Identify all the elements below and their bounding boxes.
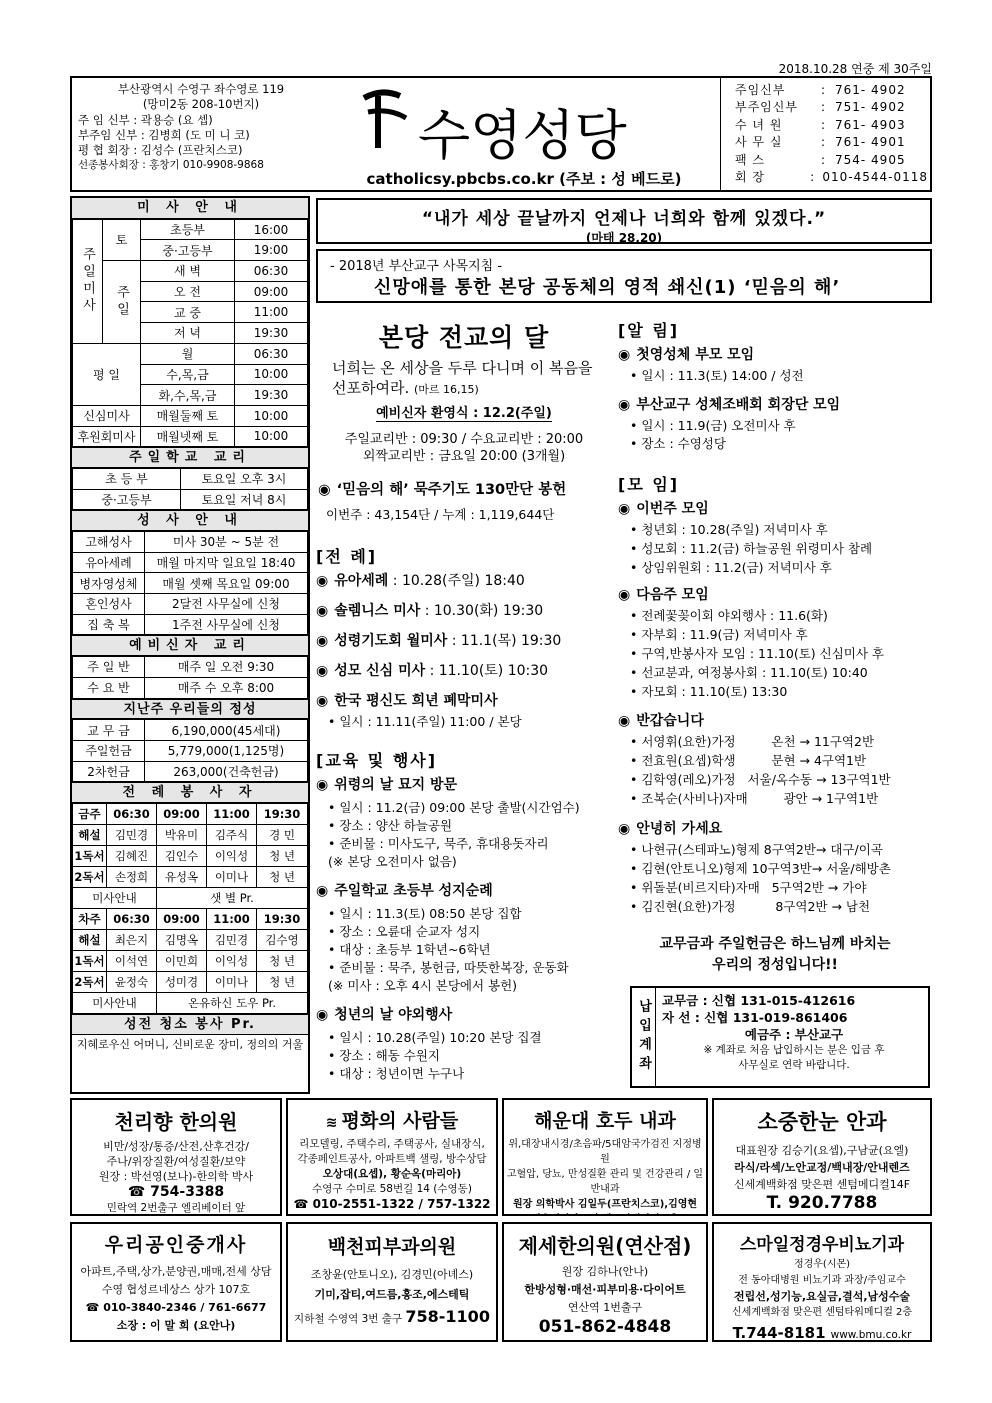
mission-verse-ref: (마르 16,15) xyxy=(414,383,479,396)
server-name: 윤정숙 xyxy=(107,971,157,992)
farewell-item: • 위돌분(비르지타)자매 5구역2반 → 가야 xyxy=(630,880,867,895)
sacrament-info: 매월 셋째 목요일 09:00 xyxy=(145,573,308,594)
server-name: 김민경 xyxy=(207,929,257,950)
ad-footer-row xyxy=(714,1323,930,1342)
welcome-item: • 김학영(레오)가정 서울/옥수동 → 13구역1반 xyxy=(630,772,891,787)
bullet-icon: ◉ xyxy=(318,482,331,498)
class-name: 중·고등부 xyxy=(73,489,181,510)
class-name: 초 등 부 xyxy=(73,468,181,489)
ad-footer-row: 지하철 수영역 3번 출구 758-1100 xyxy=(294,1307,490,1326)
address-line: (망미2동 208-10번지) xyxy=(142,97,260,112)
class-schedule-line: 주일교리반 : 09:30 / 수요교리반 : 20:00 xyxy=(344,432,584,447)
ad-title: ≋ 평화의 사람들 xyxy=(325,1110,459,1132)
server-name: 이민희 xyxy=(157,950,207,971)
rosary-title: ‘믿음의 해’ 묵주기도 130만단 봉헌 xyxy=(336,482,567,498)
notice-title: ◉ 첫영성체 부모 모임 xyxy=(618,347,755,363)
mass-schedule-title: 미 사 안 내 xyxy=(72,198,308,219)
ad-eye-clinic xyxy=(712,1098,932,1216)
server-name: 김혜진 xyxy=(107,845,157,866)
offering-message xyxy=(618,934,932,976)
mass-time: 11:00 xyxy=(235,302,308,323)
mass-name: 중·고등부 xyxy=(141,240,235,261)
ad-title: 해운대 호두 내과 xyxy=(534,1110,676,1132)
notice-detail: • 일시 : 11.3(토) 14:00 / 성전 xyxy=(630,368,804,383)
ad-body: 대표원장 김승기(요셉),구남균(요엘) 라식/라섹/노안교정/백내장/안내렌즈 신세계백화점 맞은편 센텀메디컬14F xyxy=(733,1144,911,1191)
account-line: 자 선 : 신협 131-019-861406 xyxy=(662,1010,848,1025)
wave-logo-icon: ≋ xyxy=(325,1115,338,1131)
time-header: 19:30 xyxy=(257,908,308,929)
server-name: 최은지 xyxy=(107,929,157,950)
mass-day: 매월둘째 토 xyxy=(141,405,235,426)
bullet-icon: ◉ xyxy=(316,633,329,649)
account-line: 교무금 : 신협 131-015-412616 xyxy=(662,993,856,1008)
slogan-heading: - 2018년 부산교구 사목지침 - xyxy=(330,259,503,274)
phone-directory xyxy=(720,78,932,190)
offering-name: 교 무 금 xyxy=(73,720,145,741)
liturgy-item: ◉ 한국 평신도 희년 폐막미사 xyxy=(316,693,498,709)
server-name: 김주식 xyxy=(207,824,257,845)
event-detail: • 장소 : 오륜대 순교자 성지 xyxy=(328,924,481,939)
account-holder: 예금주 : 부산교구 xyxy=(744,1027,844,1042)
welcome-title: ◉ 반갑습니다 xyxy=(618,713,704,729)
mass-time: 16:00 xyxy=(235,219,308,240)
event-title: ◉ 주일학교 초등부 성지순례 xyxy=(316,883,493,899)
meeting-item: • 상임위원회 : 11.2(금) 저녁미사 후 xyxy=(630,560,832,575)
class-time: 매주 일 오전 9:30 xyxy=(145,657,308,678)
week-label: 차주 xyxy=(73,908,107,929)
mission-month-title: 본당 전교의 달 xyxy=(378,323,550,352)
ad-internal-medicine xyxy=(502,1098,708,1216)
mass-name: 새 벽 xyxy=(141,261,235,282)
meeting-group-title: ◉ 이번주 모임 xyxy=(618,501,709,517)
bullet-icon: ◉ xyxy=(316,573,329,589)
server-name: 이미나 xyxy=(207,866,257,887)
mass-name: 교 중 xyxy=(141,302,235,323)
server-name: 이익성 xyxy=(207,950,257,971)
offering-amount: 5,779,000(1,125명) xyxy=(145,740,308,761)
bullet-icon: ◉ xyxy=(316,1007,329,1023)
mass-name: 월 xyxy=(141,343,235,364)
theme-reference: (마태 28,20) xyxy=(585,231,663,245)
announcements-column xyxy=(316,308,612,1094)
sacrament-table xyxy=(72,531,308,635)
catechumen-ceremony-text: 예비신자 환영식 : 12.2(주일) xyxy=(376,406,552,421)
mission-verse xyxy=(332,358,608,400)
mass-time: 10:00 xyxy=(235,364,308,385)
guide-value: 온유하신 도우 Pr. xyxy=(157,992,308,1013)
guide-label: 미사안내 xyxy=(73,887,157,908)
catechumen-ceremony xyxy=(316,402,612,421)
sacrament-info: 미사 30분 ~ 5분 전 xyxy=(145,532,308,553)
sacrament-info: 1주전 사무실에 신청 xyxy=(145,614,308,635)
ad-title: 천리향 한의원 xyxy=(114,1110,238,1134)
time-header: 09:00 xyxy=(157,908,207,929)
role-label: 1독서 xyxy=(73,950,107,971)
funeral-service-line: 선종봉사회장 : 홍창기 010-9908-9868 xyxy=(78,159,264,172)
pastor-line: 주 임 신부 : 곽용승 (요 셉) xyxy=(78,112,213,127)
mass-time: 10:00 xyxy=(235,426,308,447)
mass-name: 오 전 xyxy=(141,281,235,302)
farewell-item: • 김진현(요한)가정 8구역2반 → 남천 xyxy=(630,899,871,914)
sacrament-name: 유아세례 xyxy=(73,552,145,573)
meeting-item: • 청년회 : 10.28(주일) 저녁미사 후 xyxy=(630,522,828,537)
server-name: 성미경 xyxy=(157,971,207,992)
liturgy-item: ◉ 유아세례 : 10.28(주일) 18:40 xyxy=(316,573,525,589)
sacrament-name: 혼인성사 xyxy=(73,594,145,615)
server-name: 유성옥 xyxy=(157,866,207,887)
notices-column xyxy=(618,308,932,1094)
time-header: 06:30 xyxy=(107,908,157,929)
server-name: 김민경 xyxy=(107,824,157,845)
ad-body: 조창윤(안토니오), 김경민(아녜스) 기미,잡티,여드름,홍조,에스테틱 xyxy=(310,1268,474,1301)
phone-row: 수 녀 원 : 761- 4903 xyxy=(735,117,906,132)
liturgy-item: ◉ 성모 신심 미사 : 11.10(토) 10:30 xyxy=(316,663,549,679)
offering-amount: 6,190,000(45세대) xyxy=(145,720,308,741)
ad-dermatology xyxy=(286,1222,498,1342)
mass-name: 화,수,목,금 xyxy=(141,385,235,406)
sacrament-title: 성 사 안 내 xyxy=(72,510,308,531)
mass-time: 19:00 xyxy=(235,240,308,261)
role-label: 해설 xyxy=(73,929,107,950)
server-name: 김수영 xyxy=(257,929,308,950)
offering-title: 지난주 우리들의 정성 xyxy=(72,699,308,720)
liturgy-item: ◉ 솔렘니스 미사 : 10.30(화) 19:30 xyxy=(316,603,544,619)
event-detail: • 장소 : 해동 수원지 xyxy=(328,1048,441,1063)
rosary-campaign xyxy=(318,478,612,523)
event-detail: (※ 본당 오전미사 없음) xyxy=(328,854,457,869)
offering-message-line: 우리의 정성입니다!! xyxy=(712,957,838,973)
event-detail: (※ 미사 : 오후 4시 본당에서 봉헌) xyxy=(328,978,518,993)
server-name: 박유미 xyxy=(157,824,207,845)
event-detail: • 대상 : 청년이면 누구나 xyxy=(328,1066,465,1081)
mass-name: 수,목,금 xyxy=(141,364,235,385)
ad-phone: ☎ 010-2551-1322 / 757-1322 xyxy=(293,1197,491,1211)
bullet-icon: ◉ xyxy=(618,821,631,837)
phone-row: 팩 스 : 754- 4905 xyxy=(735,152,906,167)
mass-name: 후원회미사 xyxy=(73,426,141,447)
meeting-item: • 성모회 : 11.2(금) 하늘공원 위령미사 참례 xyxy=(630,541,873,556)
ad-body: 리모델링, 주택수리, 주택공사, 실내장식, 각종페인트공사, 아파트백 샐링, 방수상담 오상대(요셉), 황순옥(마리아) 수영구 수미로 58번길 14 (수영동) xyxy=(297,1138,487,1195)
offering-name: 2차헌금 xyxy=(73,761,145,782)
cleaning-title: 성전 청소 봉사 Pr. xyxy=(72,1014,308,1035)
ad-phone: T. 920.7788 xyxy=(766,1193,878,1213)
mass-time: 09:00 xyxy=(235,281,308,302)
bullet-icon: ◉ xyxy=(316,663,329,679)
farewell-title: ◉ 안녕히 가세요 xyxy=(618,821,723,837)
offering-amount: 263,000(건축헌금) xyxy=(145,761,308,782)
weekday-label: 평 일 xyxy=(73,343,141,405)
mission-verse-text: 너희는 온 세상을 두루 다니며 이 복음을 선포하여라. xyxy=(332,359,593,397)
notice-detail: • 일시 : 11.9(금) 오전미사 후 xyxy=(630,418,796,433)
servers-this-week-table xyxy=(72,803,308,1014)
ad-title: 백천피부과의원 xyxy=(327,1236,457,1258)
sacrament-name: 집 축 복 xyxy=(73,614,145,635)
mass-time: 10:00 xyxy=(235,405,308,426)
ad-remodeling xyxy=(286,1098,498,1216)
time-header: 19:30 xyxy=(257,803,308,824)
class-name: 주 일 반 xyxy=(73,657,145,678)
ad-body: 아파트,주택,상가,분양권,매매,전세 상담 수영 협성르네상스 상가 107호 ☎ 010-3840-2346 / 761-6677 소장 : 이 말 희 (요안나) xyxy=(80,1265,272,1332)
time-header: 06:30 xyxy=(107,803,157,824)
role-label: 1독서 xyxy=(73,845,107,866)
meeting-item: • 선교분과, 여정봉사회 : 11.10(토) 10:40 xyxy=(630,665,868,680)
liturgy-detail: • 일시 : 11.11(주일) 11:00 / 본당 xyxy=(328,714,522,729)
welcome-item: • 전효원(요셉)학생 문현 → 4구역1반 xyxy=(630,753,867,768)
issue-date: 2018.10.28 연중 제 30주일 xyxy=(778,62,932,76)
ad-phone: 051-862-4848 xyxy=(538,1317,672,1337)
ad-title: 스마일정경우비뇨기과 xyxy=(739,1235,905,1255)
sacrament-name: 고해성사 xyxy=(73,532,145,553)
sacrament-info: 매월 마지막 일요일 18:40 xyxy=(145,552,308,573)
cleaning-groups: 지혜로우신 어머니, 신비로운 장미, 정의의 거울 xyxy=(76,1037,304,1051)
class-schedule-line: 외짝교리반 : 금요일 20:00 (3개월) xyxy=(362,449,566,464)
servers-title: 전 례 봉 사 자 xyxy=(72,782,308,803)
ad-body: 위,대장내시경/초음파/5대암국가검진 지정병원 고혈압, 당뇨, 만성질환 관리 및 건강관리 / 일반내과 원장 의학박사 김일두(프란치스코),김영현 xyxy=(506,1139,704,1210)
welcome-item: • 조복순(사비나)자매 광안 → 1구역1반 xyxy=(630,791,879,806)
bullet-icon: ◉ xyxy=(618,501,631,517)
account-tag: 납입계좌 xyxy=(632,988,656,1086)
event-detail: • 일시 : 11.3(토) 08:50 본당 집합 xyxy=(328,906,522,921)
class-time: 토요일 오후 3시 xyxy=(181,468,308,489)
class-time: 토요일 저녁 8시 xyxy=(181,489,308,510)
server-name: 청 년 xyxy=(257,866,308,887)
week-label: 금주 xyxy=(73,803,107,824)
catechumen-title: 예비신자 교리 xyxy=(72,635,308,656)
parish-address-block xyxy=(72,78,330,190)
bullet-icon: ◉ xyxy=(618,587,631,603)
mass-name: 신심미사 xyxy=(73,405,141,426)
offering-message-line: 교무금과 주일헌금은 하느님께 바치는 xyxy=(659,936,891,952)
server-name: 손정희 xyxy=(107,866,157,887)
server-name: 김인수 xyxy=(157,845,207,866)
bank-account-box xyxy=(630,986,930,1088)
meeting-item: • 구역,반봉사자 모임 : 11.10(토) 신심미사 후 xyxy=(630,646,884,661)
bullet-icon: ◉ xyxy=(618,397,631,413)
event-detail: • 준비물 : 미사도구, 묵주, 휴대용돗자리 xyxy=(328,836,549,851)
bullet-icon: ◉ xyxy=(316,693,329,709)
phone-row: 주임신부 : 761- 4902 xyxy=(735,83,906,97)
guide-label: 미사안내 xyxy=(73,992,157,1013)
sunday-mass-label: 주일미사 xyxy=(73,219,103,343)
diocese-slogan-box xyxy=(316,249,932,303)
farewell-item: • 김현(안토니오)형제 10구역3반→ 서울/해방촌 xyxy=(630,861,891,876)
council-president-line: 평 협 회장 : 김성수 (프란치스코) xyxy=(78,143,243,158)
ad-realty xyxy=(70,1222,282,1342)
sacrament-info: 2달전 사무실에 신청 xyxy=(145,594,308,615)
ad-body: 비만/성장/통증/산전,산후건강/ 주나/위장질환/여성질환/보약 원장 : 박선영(보나)-한의학 박사 xyxy=(98,1140,254,1183)
liturgy-section-title: [전 례] xyxy=(316,547,378,566)
sunday-school-title: 주일학교 교리 xyxy=(72,447,308,468)
server-name: 청 년 xyxy=(257,950,308,971)
mass-time: 06:30 xyxy=(235,261,308,282)
time-header: 11:00 xyxy=(207,908,257,929)
ad-website: www.bmu.co.kr xyxy=(830,1329,912,1341)
event-title: ◉ 위령의 날 묘지 방문 xyxy=(316,777,458,793)
ad-phone: 758-1100 xyxy=(405,1307,490,1326)
mass-time: 06:30 xyxy=(235,343,308,364)
notices-section-title: [알 림] xyxy=(618,321,680,340)
ad-footer: 민락역 2번출구 엘리베이터 앞 xyxy=(106,1202,246,1214)
catechumen-table xyxy=(72,656,308,698)
role-label: 2독서 xyxy=(73,971,107,992)
education-section-title: [교육 및 행사] xyxy=(316,751,438,770)
class-time: 매주 수 오후 8:00 xyxy=(145,677,308,698)
role-label: 해설 xyxy=(73,824,107,845)
mass-name: 초등부 xyxy=(141,219,235,240)
meeting-item: • 자부회 : 11.9(금) 저녁미사 후 xyxy=(630,627,808,642)
welcome-item: • 서영휘(요한)가정 온천 → 11구역2반 xyxy=(630,734,875,749)
meeting-item: • 자모회 : 11.10(토) 13:30 xyxy=(630,684,788,699)
mass-time: 19:30 xyxy=(235,323,308,344)
sunday-school-table xyxy=(72,468,308,510)
theme-verse: “내가 세상 끝날까지 언제나 너희와 함께 있겠다.” xyxy=(421,209,827,229)
slogan-text: 신망애를 통한 본당 공동체의 영적 쇄신(1) ‘믿음의 해’ xyxy=(374,277,841,298)
ad-oriental-clinic xyxy=(502,1222,708,1342)
time-header: 09:00 xyxy=(157,803,207,824)
ad-title: 소중한눈 안과 xyxy=(757,1110,887,1134)
server-name: 청 년 xyxy=(257,845,308,866)
notice-detail: • 장소 : 수영성당 xyxy=(630,436,726,451)
server-name: 이익성 xyxy=(207,845,257,866)
meeting-group-title: ◉ 다음주 모임 xyxy=(618,587,709,603)
liturgy-item: ◉ 성령기도회 월미사 : 11.1(목) 19:30 xyxy=(316,633,562,649)
phone-row: 회 장 : 010-4544-0118 xyxy=(735,170,928,185)
server-name: 경 민 xyxy=(257,824,308,845)
ad-phone: ☎ 754-3388 xyxy=(127,1184,225,1200)
sacrament-name: 병자영성체 xyxy=(73,573,145,594)
sunday-label: 주일 xyxy=(103,261,141,344)
address-line: 부산광역시 수영구 좌수영로 119 xyxy=(117,82,285,96)
bullet-icon: ◉ xyxy=(316,883,329,899)
server-name: 이석연 xyxy=(107,950,157,971)
notice-title: ◉ 부산교구 성체조배회 회장단 모임 xyxy=(618,397,841,413)
bullet-icon: ◉ xyxy=(316,777,329,793)
phone-row: 사 무 실 : 761- 4901 xyxy=(735,135,906,150)
offering-name: 주일헌금 xyxy=(73,740,145,761)
class-name: 수 요 반 xyxy=(73,677,145,698)
rosary-status: 이번주 : 43,154단 / 누계 : 1,119,644단 xyxy=(326,507,555,522)
logo-text: 수영성당 xyxy=(418,104,627,167)
server-name: 김명옥 xyxy=(157,929,207,950)
meeting-item: • 전례꽃꽂이회 야외행사 : 11.6(화) xyxy=(630,608,828,623)
saturday-label: 토 xyxy=(103,219,141,260)
farewell-item: • 나현규(스테파노)형제 8구역2반→ 대구/이곡 xyxy=(630,842,883,857)
ad-title: 제세한의원(연산점) xyxy=(518,1234,692,1258)
event-detail: • 준비물 : 묵주, 봉헌금, 따뜻한복장, 운동화 xyxy=(328,960,569,975)
masthead xyxy=(70,76,932,192)
event-detail: • 장소 : 양산 하늘공원 xyxy=(328,818,453,833)
ad-body: 원장 김하나(안나) 한방성형·매선·피부미용·다이어트 연산역 1번출구 xyxy=(524,1265,686,1314)
time-header: 11:00 xyxy=(207,803,257,824)
ad-title: 우리공인중개사 xyxy=(104,1234,248,1256)
website-url[interactable]: catholicsy.pbcbs.co.kr (주보 : 성 베드로) xyxy=(366,170,682,188)
bullet-icon: ◉ xyxy=(618,713,631,729)
event-detail: • 일시 : 11.2(금) 09:00 본당 출발(시간엄수) xyxy=(328,800,580,815)
guide-value: 샛 별 Pr. xyxy=(157,887,308,908)
theme-verse-box xyxy=(316,198,932,244)
account-note: ※ 계좌로 처음 납입하시는 분은 입금 후 사무실로 연락 바랍니다. xyxy=(703,1044,885,1071)
meetings-section-title: [모 임] xyxy=(618,475,680,494)
mass-schedule-table xyxy=(72,219,308,448)
ad-body: 정경우(시몬) 전 동아대병원 비뇨기과 과장/주임교수 전립선,성기능,요실금,결석,남성수술 신세계백화점 맞은편 센텀타워메디컬 2층 xyxy=(731,1259,913,1318)
mass-day: 매월넷째 토 xyxy=(141,426,235,447)
bullet-icon: ◉ xyxy=(618,347,631,363)
server-name: 이미나 xyxy=(207,971,257,992)
ad-phone: T.744-8181 xyxy=(732,1324,826,1342)
account-details xyxy=(662,992,926,1073)
ad-urology xyxy=(712,1222,932,1342)
schedule-column xyxy=(70,196,310,1094)
mass-name: 저 녁 xyxy=(141,323,235,344)
ad-korean-clinic xyxy=(70,1098,282,1216)
event-title: ◉ 청년의 날 야외행사 xyxy=(316,1007,453,1023)
server-name: 청 년 xyxy=(257,971,308,992)
mass-time: 19:30 xyxy=(235,385,308,406)
event-detail: • 일시 : 10.28(주일) 10:20 본당 집결 xyxy=(328,1030,542,1045)
role-label: 2독서 xyxy=(73,866,107,887)
bullet-icon: ◉ xyxy=(316,603,329,619)
offering-table xyxy=(72,719,308,782)
associate-pastor-line: 부주임 신부 : 김병희 (도 미 니 코) xyxy=(78,127,250,142)
phone-row: 부주임신부 : 751- 4902 xyxy=(735,100,906,115)
event-detail: • 대상 : 초등부 1학년~6학년 xyxy=(328,942,491,957)
